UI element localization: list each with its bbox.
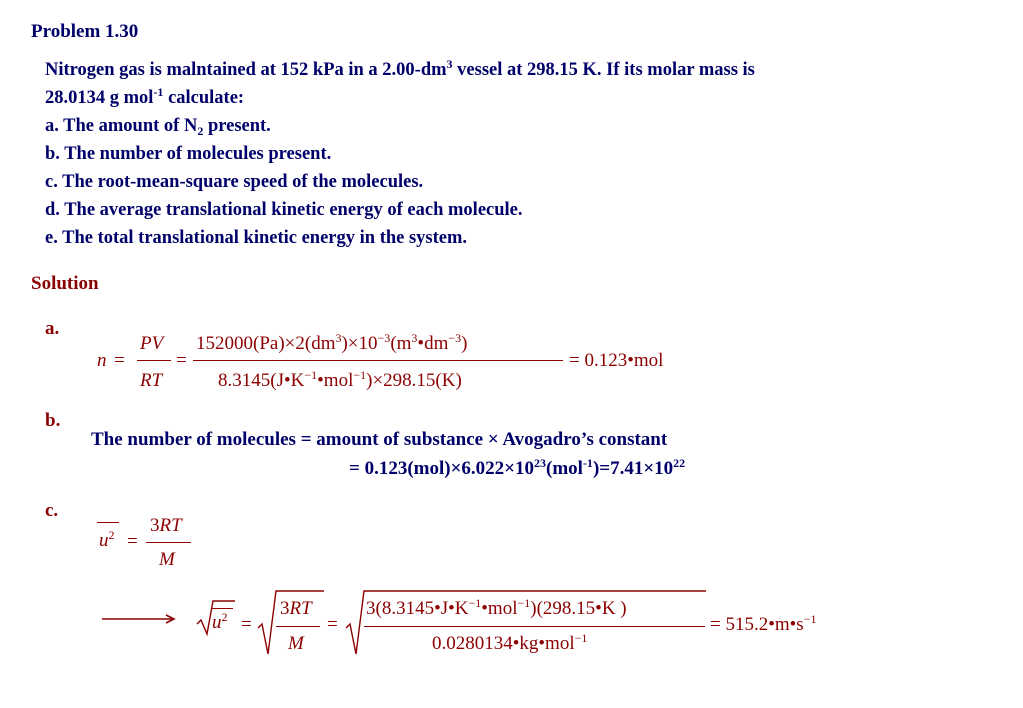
part-a-result: = 0.123•mol — [569, 350, 664, 371]
implies-arrow-icon — [100, 612, 180, 626]
fraction-bar — [146, 542, 191, 543]
fraction-bar — [193, 360, 563, 361]
problem-title: Problem 1.30 — [31, 21, 139, 42]
fraction-bar — [276, 626, 320, 627]
fraction-bar — [364, 626, 705, 627]
part-c-label: c. — [45, 500, 59, 521]
equals-sign: = — [127, 531, 138, 552]
sqrt-denominator-expression: 0.0280134•kg•mol$^{-1}$ — [432, 631, 588, 654]
fraction-bar — [137, 360, 171, 361]
problem-item-e: e. The total translational kinetic energy in the system. — [45, 228, 468, 248]
problem-item-a: a. The amount of $N_2$ present. — [45, 116, 271, 138]
problem-stem-line-2: 28.0134 g mol$^{-1}$ calculate: — [45, 85, 245, 108]
problem-item-b: b. The number of molecules present. — [45, 144, 332, 164]
problem-statement — [45, 56, 755, 252]
3rt-numerator: 3RT — [150, 515, 182, 536]
var-n: n — [97, 350, 107, 371]
m-denominator: M — [288, 633, 304, 654]
numerator-expression: $152000(Pa)\times 2(dm^3)\times 10^{-3}(m^3•dm^{-3})$ — [196, 331, 468, 354]
part-a-label: a. — [45, 318, 60, 339]
sqrt-numerator-expression: $3(8.3145•J•K^{-1}•mol^{-1})(298.15•K$ ) — [366, 596, 627, 619]
overbar — [211, 608, 233, 609]
denominator-expression: $8.3145(J•K^{-1}•mol^{-1})\times 298.15(K)$ — [218, 368, 462, 391]
equals-sign: = — [327, 614, 338, 635]
part-b-line-2: = $0.123(mol)\times 6.022\times 10^{23}(mol^{-1})=7.41\times 10^{22}$ — [349, 456, 686, 479]
u-squared: $u^2$ — [212, 610, 228, 633]
part-c-result: = $515.2•m•s^{-1}$ — [710, 612, 817, 635]
pv-numerator: PV — [140, 333, 164, 354]
equals-sign: = — [241, 614, 252, 635]
problem-item-d: d. The average translational kinetic energy of each molecule. — [45, 200, 523, 220]
equals-sign: = — [114, 350, 125, 371]
problem-item-c: c. The root-mean-square speed of the molecules. — [45, 172, 424, 192]
problem-stem-line-1: Nitrogen gas is malntained at 152 kPa in a $2.00-dm^3$ vessel at 298.15 K. If its molar mass is — [45, 57, 755, 80]
m-denominator: M — [159, 549, 175, 570]
u-squared: $u^2$ — [99, 528, 115, 551]
3rt-numerator: 3RT — [280, 598, 312, 619]
overbar — [97, 522, 119, 523]
part-b-label: b. — [45, 410, 61, 431]
part-b-line-1: The number of molecules = amount of substance × Avogadro’s constant — [91, 429, 668, 450]
solution-heading: Solution — [31, 273, 99, 294]
equals-sign: = — [176, 350, 187, 371]
rt-denominator: RT — [140, 370, 163, 391]
